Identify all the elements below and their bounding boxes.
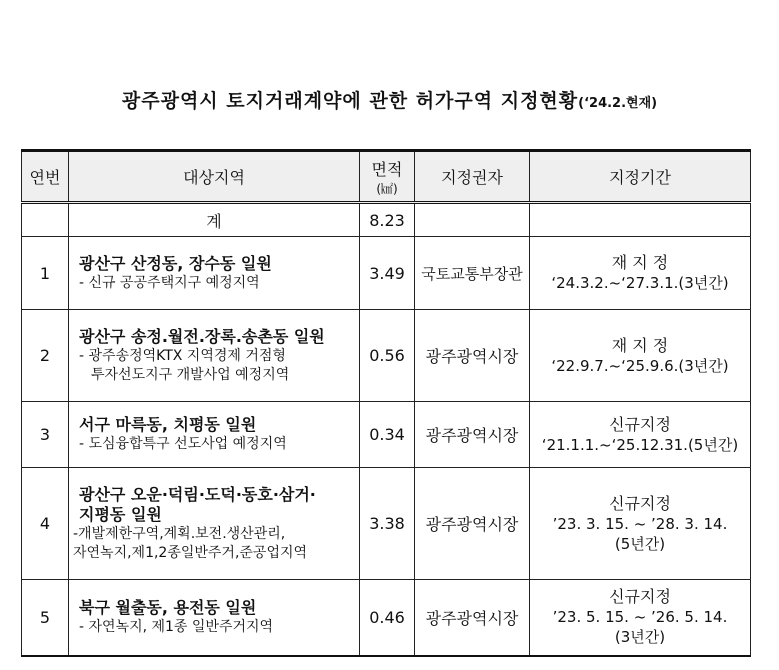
- table-row: [22, 468, 751, 580]
- period-range: ’23. 5. 15. ~ ’26. 5. 14.: [552, 608, 728, 627]
- table-row: [22, 402, 751, 468]
- row-size: 3.38: [360, 468, 415, 580]
- area-desc-continued: 투자선도지구 개발사업 예정지역: [91, 366, 290, 383]
- period-duration: (5년간): [614, 534, 666, 553]
- period-duration: (3년간): [614, 628, 666, 647]
- table-row: [22, 580, 751, 656]
- header-no: 연번: [22, 151, 69, 203]
- total-no-cell: [22, 203, 69, 237]
- header-authority: 지정권자: [415, 151, 530, 203]
- row-no: 1: [22, 237, 69, 310]
- area-name: 광산구 송정.월전.장록.송촌동 일원: [79, 326, 325, 346]
- row-area: [69, 402, 360, 468]
- area-name: 서구 마륵동, 치평동 일원: [79, 415, 257, 434]
- total-authority-cell: [415, 203, 530, 237]
- area-desc: - 신규 공공주택지구 예정지역: [79, 274, 260, 291]
- table-row: [22, 237, 751, 310]
- period-kind: 재 지 정: [611, 253, 669, 272]
- area-desc: - 광주송정역KTX 지역경제 거점형: [79, 347, 286, 364]
- area-name: 광산구 산정동, 장수동 일원: [79, 253, 272, 273]
- period-kind: 재 지 정: [611, 335, 669, 355]
- period-range: ‘24.3.2.~‘27.3.1.(3년간): [551, 274, 729, 292]
- row-size: 0.46: [360, 580, 415, 656]
- row-area: [69, 580, 360, 656]
- period-kind: 신규지정: [609, 587, 671, 607]
- row-area: [69, 310, 360, 402]
- period-kind: 신규지정: [609, 493, 671, 513]
- table-row: [22, 310, 751, 402]
- row-no: 5: [22, 580, 69, 656]
- row-authority: 광주광역시장: [415, 310, 530, 402]
- table-header-row: [22, 151, 751, 203]
- row-area: [69, 468, 360, 580]
- row-no: 2: [22, 310, 69, 402]
- document-title: [0, 86, 779, 113]
- total-row: [22, 203, 751, 237]
- period-range: ‘22.9.7.~‘25.9.6.(3년간): [551, 356, 729, 375]
- period-kind: 신규지정: [609, 414, 671, 434]
- row-size: 3.49: [360, 237, 415, 310]
- row-no: 3: [22, 402, 69, 468]
- header-size: [360, 151, 415, 203]
- header-size-label: 면적: [371, 159, 403, 179]
- row-period: [530, 580, 751, 656]
- row-period: [530, 310, 751, 402]
- row-size: 0.34: [360, 402, 415, 468]
- area-desc: - 도심융합특구 선도사업 예정지역: [79, 436, 287, 452]
- row-no: 4: [22, 468, 69, 580]
- area-desc-continued: 자연녹지,제1,2종일반주거,준공업지역: [73, 544, 308, 561]
- row-size: 0.56: [360, 310, 415, 402]
- row-area: [69, 237, 360, 310]
- row-authority: 광주광역시장: [415, 468, 530, 580]
- header-period: 지정기간: [530, 151, 751, 203]
- row-period: [530, 237, 751, 310]
- total-label: 계: [69, 203, 360, 237]
- area-desc: - 자연녹지, 제1종 일반주거지역: [79, 618, 274, 635]
- period-range: ‘21.1.1.~‘25.12.31.(5년간): [541, 435, 739, 454]
- title-main: 광주광역시 토지거래계약에 관한 허가구역 지정현황: [121, 90, 579, 112]
- header-size-unit: (㎢): [376, 181, 398, 196]
- area-name: 북구 월출동, 용전동 일원: [79, 597, 257, 617]
- row-authority: 광주광역시장: [415, 580, 530, 656]
- area-desc: -개발제한구역,계획.보전.생산관리,: [73, 525, 286, 542]
- designation-table: [21, 149, 751, 657]
- header-area: 대상지역: [69, 151, 360, 203]
- row-authority: 광주광역시장: [415, 402, 530, 468]
- row-period: [530, 468, 751, 580]
- area-name-continued: 지평동 일원: [79, 504, 162, 524]
- row-authority: 국토교통부장관: [415, 237, 530, 310]
- row-period: [530, 402, 751, 468]
- total-size: 8.23: [360, 203, 415, 237]
- total-period-cell: [530, 203, 751, 237]
- period-range: ’23. 3. 15. ~ ’28. 3. 14.: [552, 514, 728, 533]
- title-date: (‘24.2.현재): [578, 96, 658, 111]
- area-name: 광산구 오운·덕림·도덕·동호·삼거·: [79, 484, 316, 504]
